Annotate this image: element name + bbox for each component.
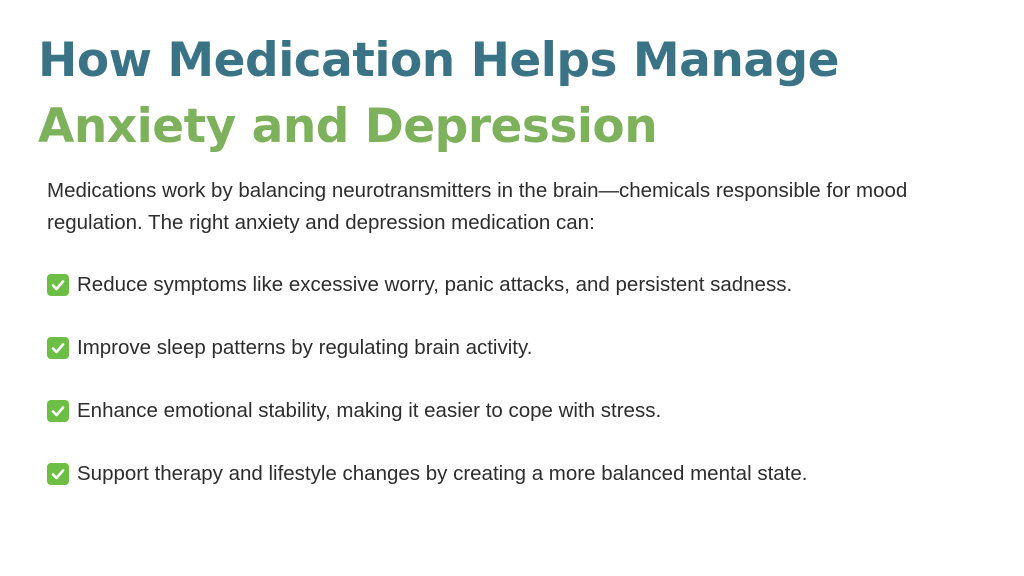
check-mark-icon xyxy=(47,274,69,296)
slide-title xyxy=(38,28,839,160)
benefit-text: Support therapy and lifestyle changes by creating a more balanced mental state. xyxy=(77,462,808,485)
check-mark-icon xyxy=(47,400,69,422)
check-mark-icon xyxy=(47,337,69,359)
benefit-item xyxy=(47,332,977,364)
benefit-text: Reduce symptoms like excessive worry, panic attacks, and persistent sadness. xyxy=(77,273,793,296)
title-line-accent: Anxiety and Depression xyxy=(38,99,658,154)
benefit-text: Enhance emotional stability, making it easier to cope with stress. xyxy=(77,399,662,422)
benefit-item xyxy=(47,395,977,427)
intro-paragraph: Medications work by balancing neurotransmitters in the brain—chemicals responsible for mood regulation. The right anxiety and depression medication can: xyxy=(47,179,908,234)
benefit-item xyxy=(47,269,977,301)
benefits-list xyxy=(47,269,977,521)
benefit-text: Improve sleep patterns by regulating brain activity. xyxy=(77,336,533,359)
check-mark-icon xyxy=(47,463,69,485)
title-line-primary: How Medication Helps Manage xyxy=(38,33,840,88)
benefit-item xyxy=(47,458,977,490)
